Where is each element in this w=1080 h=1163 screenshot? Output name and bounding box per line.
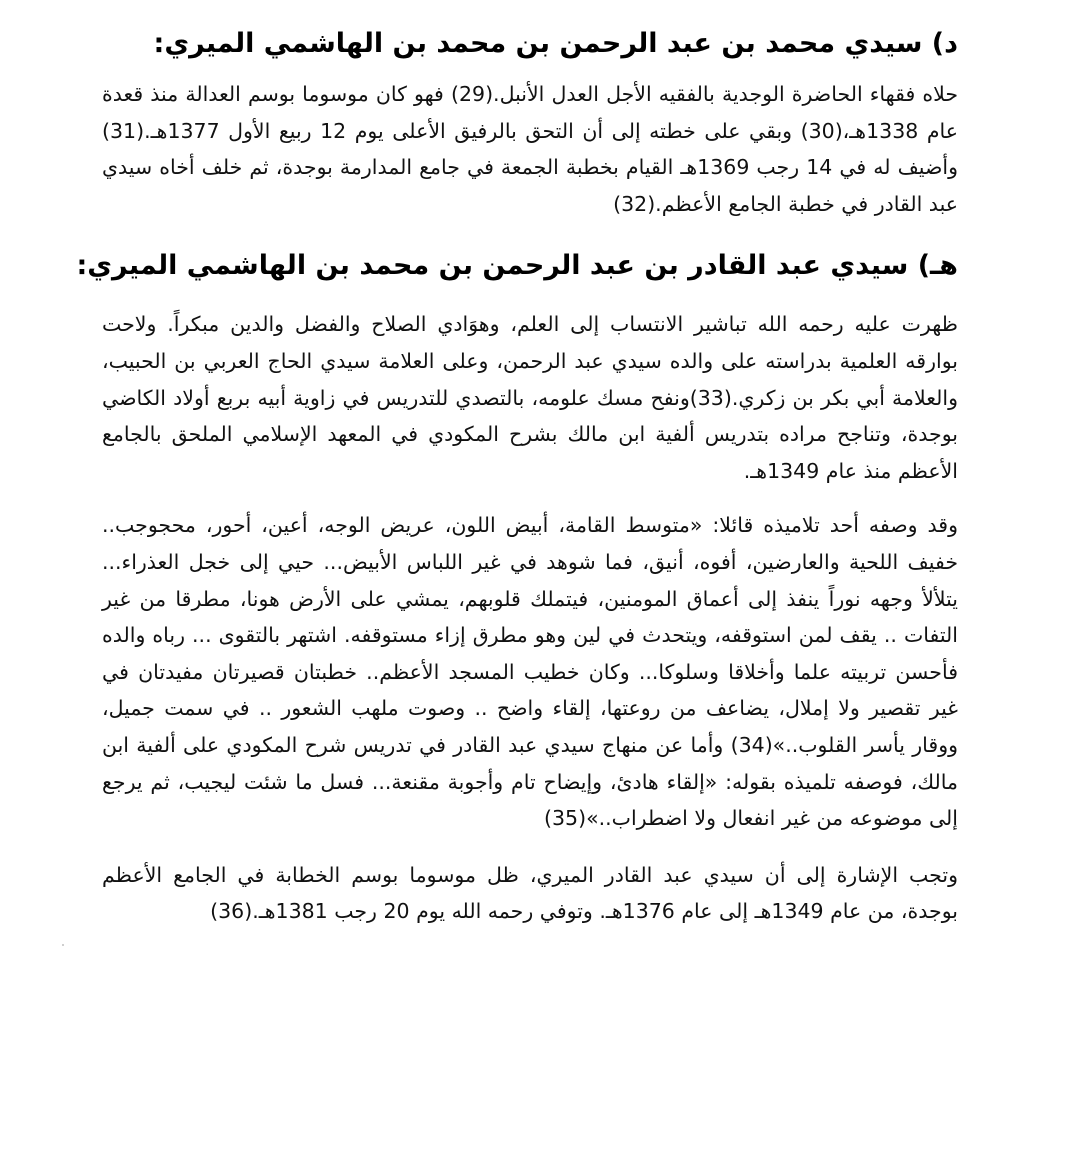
section-h-paragraph-2: وقد وصفه أحد تلاميذه قائلا: «متوسط القامة، أبيض اللون، عريض الوجه، أعين، أحور، محجوجب.. خفيف اللحية والعارضين، أفوه، أنيق، فما شوهد في غير اللباس الأبيض... حيي إلى خجل العذراء... يتلألأ وجهه نوراً ينفذ إلى أعماق المومنين، فيتملك قلوبهم، يمشي على الأرض هونا، مطرقا من غير التفات .. يقف لمن استوقفه، ويتحدث في لين وهو مطرق إزاء مستوقفه. اشتهر بالتقوى ... رباه والده فأحسن تربيته علما وأخلاقا وسلوكا... وكان خطيب المسجد الأعظم.. خطبتان قصيرتان مفيدتان في غير تقصير ولا إملال، يضاعف من روعتها، إلقاء واضح .. وصوت ملهب الشعور .. في سمت جميل، ووقار يأسر القلوب..»(34) وأما عن منهاج سيدي عبد القادر في تدريس شرح المكودي على ألفية ابن مالك، فوصفه تلميذه بقوله: «إلقاء هادئ، وإيضاح تام وأجوبة مقنعة... فسل ما شئت ليجيب، ثم يرجع إلى موضوعه من غير انفعال ولا اضطراب..»(35) bbox=[102, 513, 958, 831]
document-page bbox=[76, 22, 958, 930]
section-d-paragraph: حلاه فقهاء الحاضرة الوجدية بالفقيه الأجل العدل الأنبل.(29) فهو كان موسوما بوسم العدالة منذ قعدة عام 1338هـ،(30) وبقي على خطته إلى أن التحق بالرفيق الأعلى يوم 12 ربيع الأول 1377هـ.(31) وأضيف له في 14 رجب 1369هـ القيام بخطبة الجمعة في جامع المدارمة بوجدة، ثم خلف أخاه سيدي عبد القادر في خطبة الجامع الأعظم.(32) bbox=[102, 82, 958, 216]
scan-speck bbox=[62, 944, 64, 946]
section-d-heading: د) سيدي محمد بن عبد الرحمن بن محمد بن الهاشمي الميري: bbox=[153, 28, 958, 59]
section-h-heading: هـ) سيدي عبد القادر بن عبد الرحمن بن محمد بن الهاشمي الميري: bbox=[76, 250, 958, 282]
section-h-paragraph-1: ظهرت عليه رحمه الله تباشير الانتساب إلى العلم، وهوَادي الصلاح والفضل والدين مبكراً. ولاحت بوارقه العلمية بدراسته على والده سيدي عبد الرحمن، وعلى العلامة سيدي الحاج العربي بن الحبيب، والعلامة أبي بكر بن زكري.(33)ونفح مسك علومه، بالتصدي للتدريس في زاوية أبيه بربع أولاد الكاضي بوجدة، وتناجح مراده بتدريس ألفية ابن مالك بشرح المكودي في المعهد الإسلامي الملحق بالجامع الأعظم منذ عام 1349هـ. bbox=[102, 312, 958, 483]
section-h-paragraph-3: وتجب الإشارة إلى أن سيدي عبد القادر الميري، ظل موسوما بوسم الخطابة في الجامع الأعظم بوجدة، من عام 1349هـ إلى عام 1376هـ. وتوفي رحمه الله يوم 20 رجب 1381هـ.(36) bbox=[102, 862, 958, 924]
